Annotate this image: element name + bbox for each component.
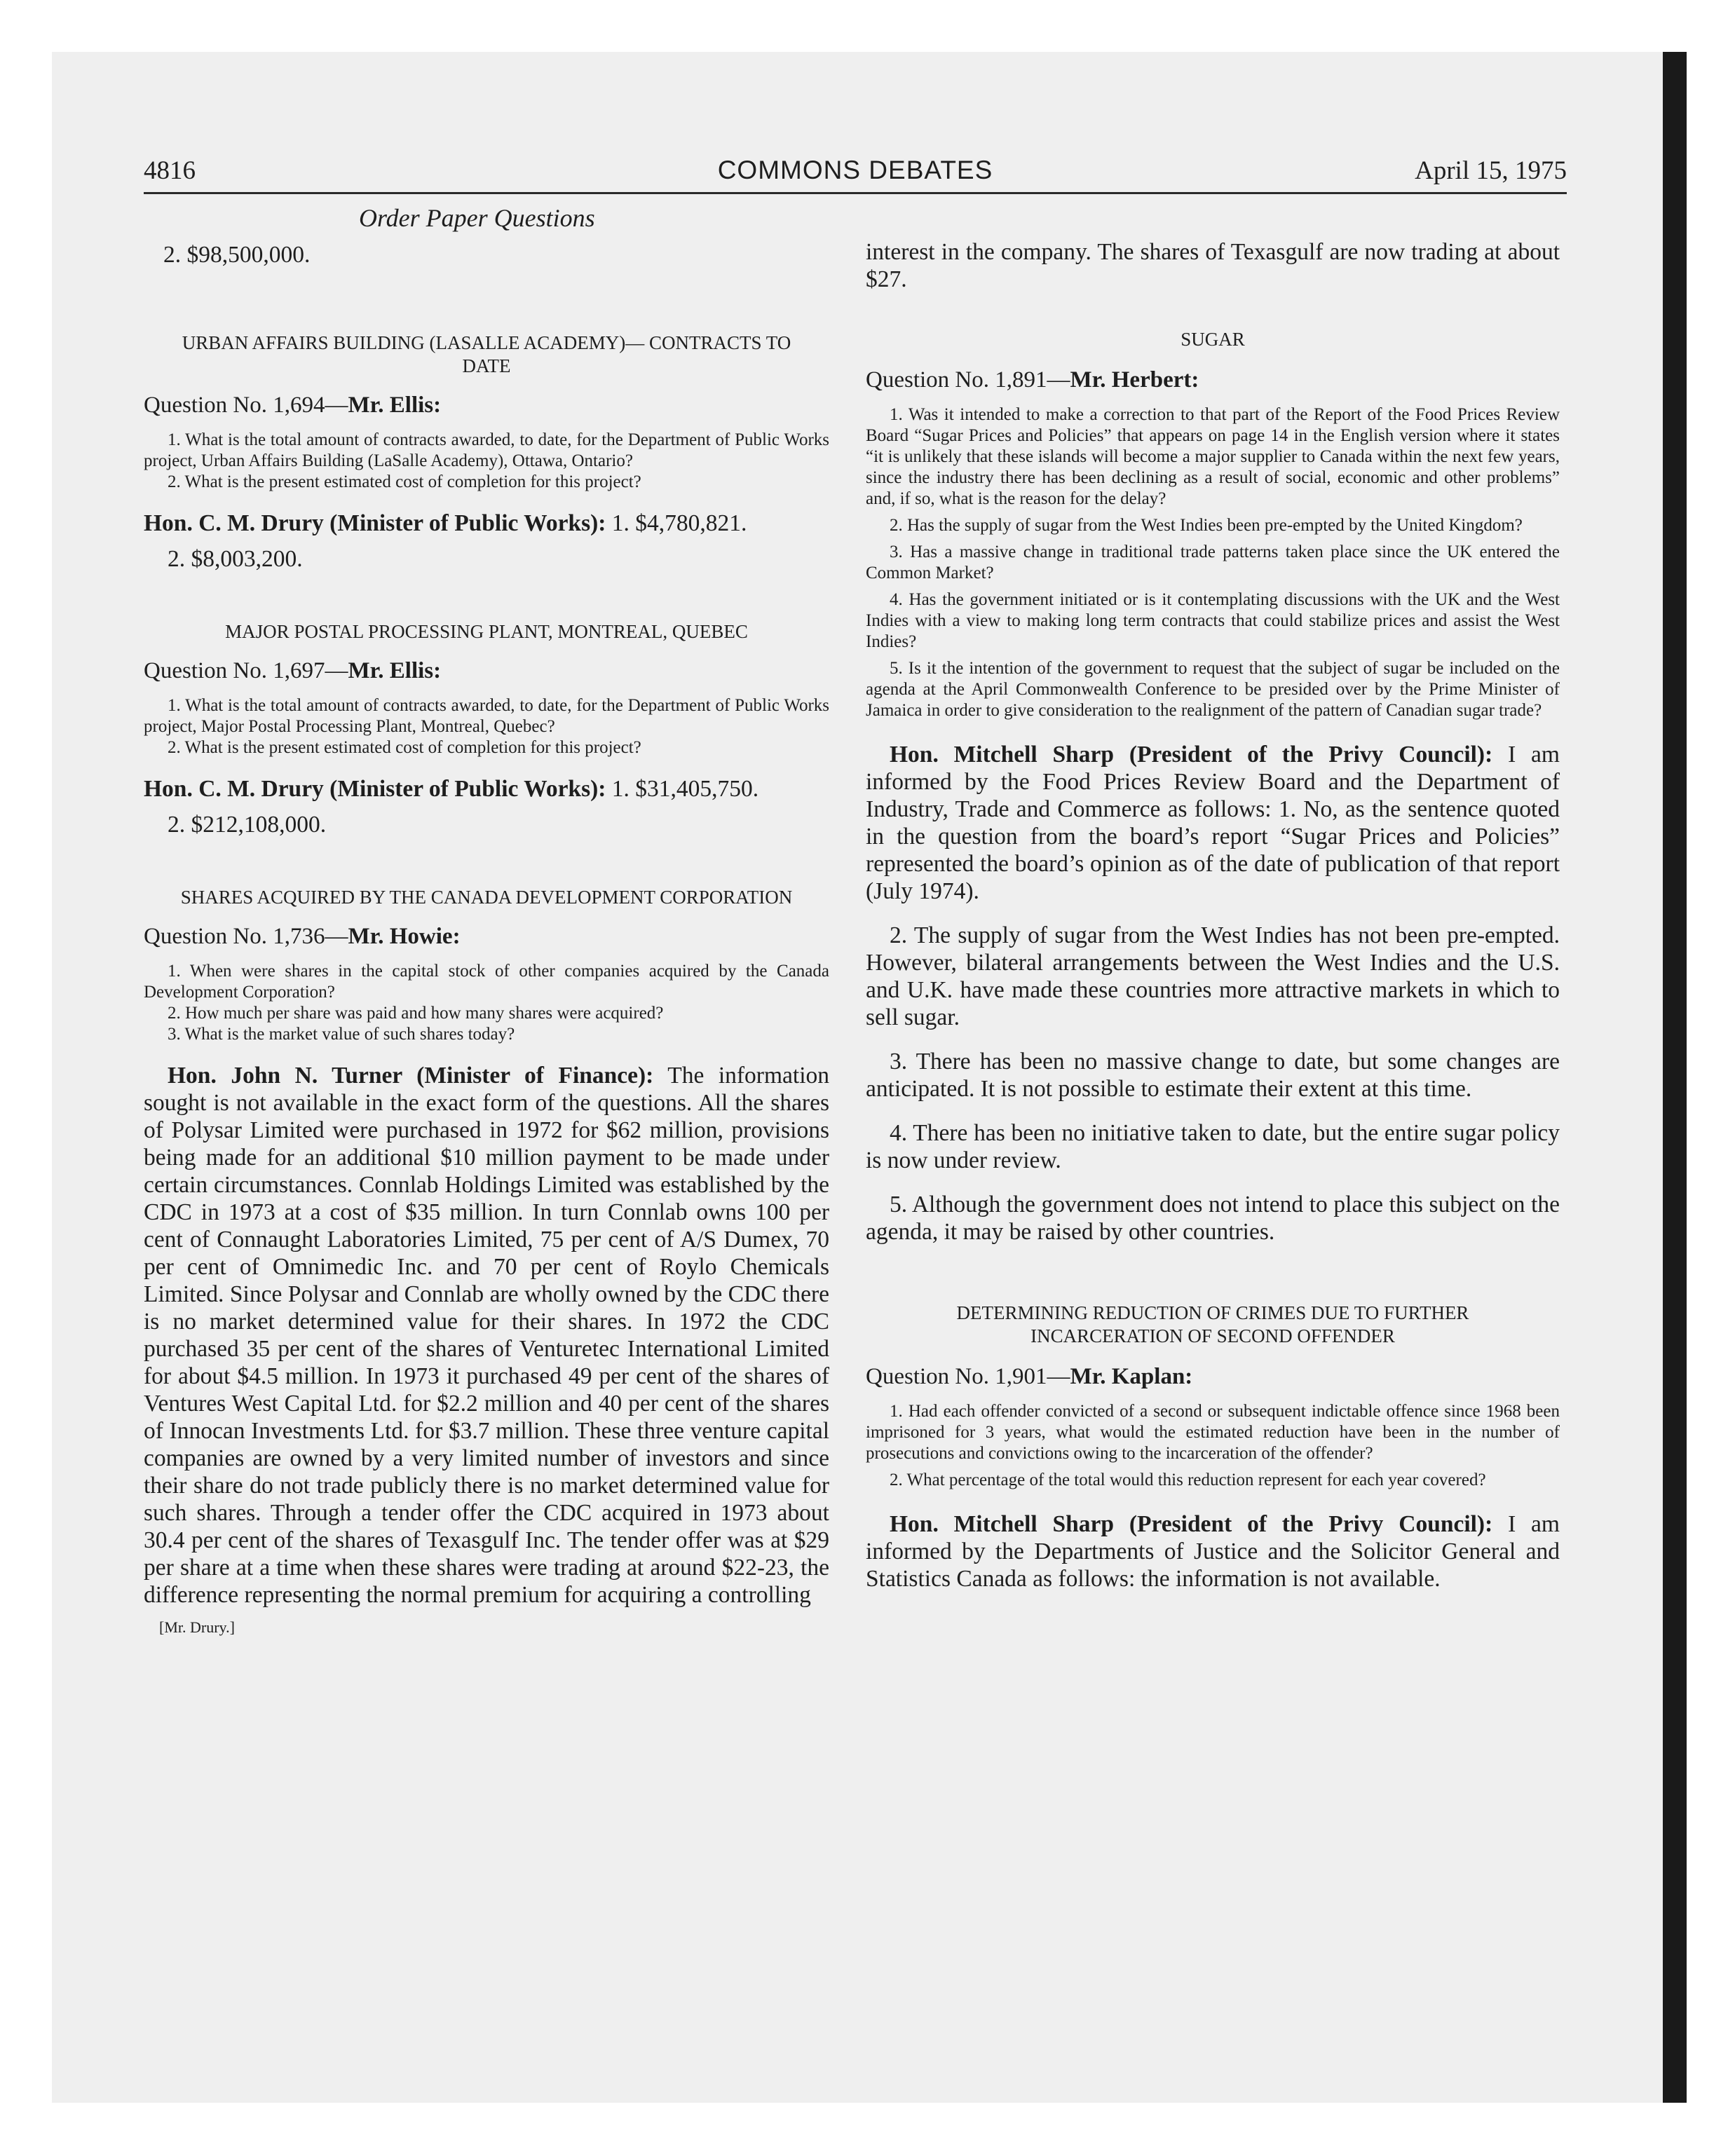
answer-part: 3. There has been no massive change to date, but some changes are anticipated. It is not possible to estimate their extent at this time. — [866, 1049, 1560, 1102]
question-part: 2. Has the supply of sugar from the West Indies been pre-empted by the United Kingdom? — [890, 516, 1523, 535]
publication-date: April 15, 1975 — [1415, 156, 1567, 185]
footnote: [Mr. Drury.] — [159, 1618, 235, 1636]
scan-edge-shadow — [1663, 52, 1687, 2103]
question-heading: DETERMINING REDUCTION OF CRIMES DUE TO FURTHER INCARCERATION OF SECOND OFFENDER — [956, 1302, 1469, 1346]
question-part: 1. What is the total amount of contracts awarded, to date, for the Department of Public Works project, Major Postal Processing Plant, Montreal, Quebec? — [144, 696, 829, 736]
question-part: 3. What is the market value of such shares today? — [168, 1025, 515, 1044]
answer: Hon. John N. Turner (Minister of Finance): The information sought is not available in the exact form of the questions. All the shares of Polysar Limited were purchased in 1972 for $62 million, provisions being made for an additional $10 million payment to be made under certain circumstances. Connlab Holdings Limited was established by the CDC in 1973 at a cost of $35 million. In turn Connlab owns 100 per cent of Connaught Laboratories Limited, 75 per cent of A/S Dumex, 70 per cent of Omnimedic Inc. and 70 per cent of Roylo Chemicals Limited. Since Polysar and Connlab are wholly owned by the CDC there is no market determined value for their shares. In 1972 the CDC purchased 35 per cent of the shares of Venturetec International Limited for about $4.5 million. In 1973 it purchased 49 per cent of the shares of Ventures West Capital Ltd. for $2.2 million and 40 per cent of the shares of Innocan Investments Ltd. for $3.7 million. These three venture capital companies are owned by a very limited number of investors and since their share do not trade publicly there is no market determined value for such shares. Through a tender offer the CDC acquired in 1973 about 30.4 per cent of the shares of Texasgulf Inc. The tender offer was at $29 per share at a time when these shares were trading at around $22-23, the difference representing the normal premium for acquiring a controlling — [144, 1063, 829, 1608]
question-number: Question No. 1,891—Mr. Herbert: — [866, 367, 1199, 393]
question-part: 1. What is the total amount of contracts awarded, to date, for the Department of Public Works project, Urban Affairs Building (LaSalle Academy), Ottawa, Ontario? — [144, 430, 829, 470]
question-part: 1. Was it intended to make a correction to that part of the Report of the Food Prices Review Board “Sugar Prices and Policies” that appears on page 14 in the English version where it states “it is unlikely that these islands will become a major supplier to Canada within the next few years, since the industry there has been declining as a result of social, economic and other problems” and, if so, what is the reason for the delay? — [866, 405, 1560, 508]
question-number: Question No. 1,736—Mr. Howie: — [144, 924, 461, 949]
question-number: Question No. 1,694—Mr. Ellis: — [144, 393, 442, 418]
answer: Hon. C. M. Drury (Minister of Public Works): 1. $4,780,821. — [144, 510, 747, 536]
answer-part: 5. Although the government does not intend to place this subject on the agenda, it may be raised by other countries. — [866, 1192, 1560, 1245]
question-heading: URBAN AFFAIRS BUILDING (LASALLE ACADEMY)— CONTRACTS TO DATE — [182, 332, 791, 376]
question-number: Question No. 1,901—Mr. Kaplan: — [866, 1364, 1193, 1389]
question-part: 2. What is the present estimated cost of completion for this project? — [168, 738, 641, 757]
answer: Hon. Mitchell Sharp (President of the Privy Council): I am informed by the Food Prices Review Board and the Department of Industry, Trade and Commerce as follows: 1. No, as the sentence quoted in the question from the board’s report “Sugar Prices and Policies” represented the board’s opinion as of the date of publication of that report (July 1974). — [866, 742, 1560, 904]
question-part: 3. Has a massive change in traditional trade patterns taken place since the UK entered the Common Market? — [866, 543, 1560, 582]
question-heading: SUGAR — [1181, 329, 1245, 350]
question-part: 1. Had each offender convicted of a second or subsequent indictable offence since 1968 been imprisoned for 3 years, what would the estimated reduction have been in the number of prosecutions and convictions owing to the incarceration of the offender? — [866, 1402, 1560, 1463]
question-number: Question No. 1,697—Mr. Ellis: — [144, 658, 442, 683]
answer: Hon. C. M. Drury (Minister of Public Works): 1. $31,405,750. — [144, 776, 759, 802]
publication-title: COMMONS DEBATES — [717, 156, 993, 184]
answer-part: 2. $8,003,200. — [168, 546, 303, 572]
question-part: 4. Has the government initiated or is it contemplating discussions with the UK and the West Indies with a view to making long term contracts that could stabilize prices and assist the West Indies? — [866, 590, 1560, 651]
right-column — [866, 238, 1560, 1592]
continuation-text: interest in the company. The shares of Texasgulf are now trading at about $27. — [866, 239, 1560, 292]
question-part: 2. What percentage of the total would this reduction represent for each year covered? — [890, 1471, 1486, 1489]
question-heading: MAJOR POSTAL PROCESSING PLANT, MONTREAL, QUEBEC — [225, 621, 748, 642]
page-number: 4816 — [144, 156, 196, 185]
question-part: 1. When were shares in the capital stock of other companies acquired by the Canada Development Corporation? — [144, 962, 829, 1002]
question-heading: SHARES ACQUIRED BY THE CANADA DEVELOPMENT CORPORATION — [180, 887, 793, 908]
section-label: Order Paper Questions — [359, 204, 595, 232]
answer-part: 2. The supply of sugar from the West Indies has not been pre-empted. However, bilateral arrangements between the West Indies and the U.S. and U.K. have made these countries more attractive markets in which to sell sugar. — [866, 922, 1560, 1030]
left-column — [144, 238, 829, 1637]
answer-part: 4. There has been no initiative taken to date, but the entire sugar policy is now under review. — [866, 1120, 1560, 1173]
question-part: 5. Is it the intention of the government to request that the subject of sugar be included on the agenda at the April Commonwealth Conference to be presided over by the Prime Minister of Jamaica in order to give consideration to the realignment of the pattern of Canadian sugar trade? — [866, 659, 1560, 720]
question-part: 2. How much per share was paid and how many shares were acquired? — [168, 1004, 664, 1023]
carry-over-answer: 2. $98,500,000. — [163, 242, 311, 268]
question-part: 2. What is the present estimated cost of completion for this project? — [168, 472, 641, 491]
page-header — [144, 149, 1567, 194]
answer: Hon. Mitchell Sharp (President of the Privy Council): I am informed by the Departments of Justice and the Solicitor General and Statistics Canada as follows: the information is not available. — [866, 1511, 1560, 1592]
answer-part: 2. $212,108,000. — [168, 812, 327, 838]
